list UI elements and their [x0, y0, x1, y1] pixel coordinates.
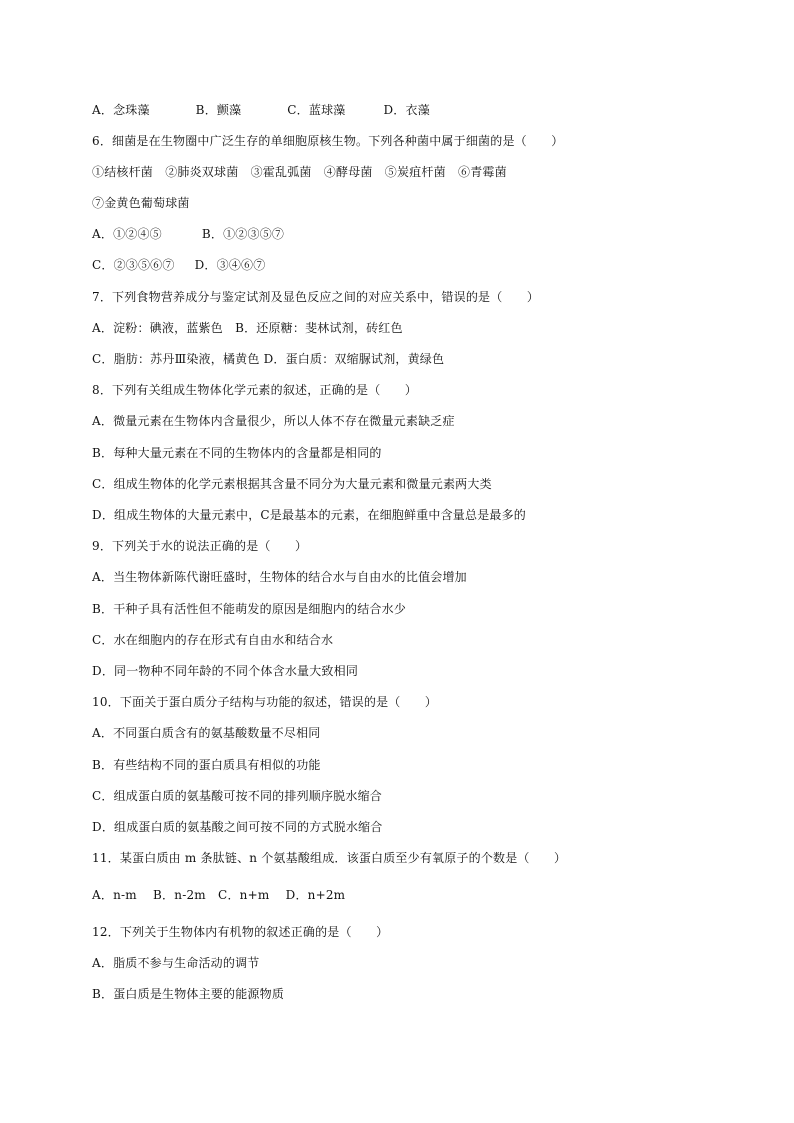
q10-option-b: B．有些结构不同的蛋白质具有相似的功能 — [92, 758, 321, 772]
q11-options: A．n-m B．n-2m C．n+m D．n+2m — [92, 888, 346, 902]
q5-option-c: C．蓝球藻 — [287, 103, 346, 117]
q7-options-cd: C．脂肪：苏丹Ⅲ染液，橘黄色 D．蛋白质：双缩脲试剂，黄绿色 — [92, 352, 445, 366]
q7-stem: 7．下列食物营养成分与鉴定试剂及显色反应之间的对应关系中，错误的是（ ） — [92, 290, 540, 304]
q6-options-ab — [92, 226, 284, 242]
q5-option-b: B．颤藻 — [195, 103, 242, 117]
q10-stem: 10．下面关于蛋白质分子结构与功能的叙述，错误的是（ ） — [92, 695, 438, 709]
q6-items-line-2: ⑦金黄色葡萄球菌 — [92, 196, 190, 210]
q11-stem: 11．某蛋白质由 m 条肽链、n 个氨基酸组成．该蛋白质至少有氧原子的个数是（ ） — [92, 851, 567, 865]
q6-options-cd — [92, 257, 265, 273]
q9-option-d: D．同一物种不同年龄的不同个体含水量大致相同 — [92, 664, 359, 678]
q9-option-b: B．干种子具有活性但不能萌发的原因是细胞内的结合水少 — [92, 602, 407, 616]
q8-option-c: C．组成生物体的化学元素根据其含量不同分为大量元素和微量元素两大类 — [92, 477, 492, 491]
q8-option-a: A．微量元素在生物体内含量很少，所以人体不存在微量元素缺乏症 — [92, 414, 455, 428]
q8-option-b: B．每种大量元素在不同的生物体内的含量都是相同的 — [92, 446, 382, 460]
q6-items-line-1: ①结核杆菌 ②肺炎双球菌 ③霍乱弧菌 ④酵母菌 ⑤炭疽杆菌 ⑥青霉菌 — [92, 165, 507, 179]
q8-option-d: D．组成生物体的大量元素中，C是最基本的元素，在细胞鲜重中含量总是最多的 — [92, 508, 527, 522]
q9-option-a: A．当生物体新陈代谢旺盛时，生物体的结合水与自由水的比值会增加 — [92, 570, 467, 584]
q10-option-d: D．组成蛋白质的氨基酸之间可按不同的方式脱水缩合 — [92, 820, 383, 834]
q6-option-b: B．①②③⑤⑦ — [201, 227, 285, 241]
q6-option-c: C．②③⑤⑥⑦ — [92, 258, 175, 272]
q6-stem: 6．细菌是在生物圈中广泛生存的单细胞原核生物。下列各种菌中属于细菌的是（ ） — [92, 134, 564, 148]
q5-option-a: A．念珠藻 — [92, 103, 150, 117]
q5-option-d: D．衣藻 — [383, 103, 430, 117]
q6-option-d: D．③④⑥⑦ — [194, 258, 266, 272]
q7-options-ab: A．淀粉：碘液，蓝紫色 B．还原糖：斐林试剂，砖红色 — [92, 321, 403, 335]
q12-option-a: A．脂质不参与生命活动的调节 — [92, 956, 260, 970]
q5-options — [92, 102, 430, 118]
q6-option-a: A．①②④⑤ — [92, 227, 162, 241]
q12-stem: 12．下列关于生物体内有机物的叙述正确的是（ ） — [92, 925, 389, 939]
q10-option-c: C．组成蛋白质的氨基酸可按不同的排列顺序脱水缩合 — [92, 789, 382, 803]
q9-option-c: C．水在细胞内的存在形式有自由水和结合水 — [92, 633, 334, 647]
q8-stem: 8．下列有关组成生物体化学元素的叙述，正确的是（ ） — [92, 383, 418, 397]
q9-stem: 9．下列关于水的说法正确的是（ ） — [92, 539, 308, 553]
q10-option-a: A．不同蛋白质含有的氨基酸数量不尽相同 — [92, 726, 321, 740]
q12-option-b: B．蛋白质是生物体主要的能源物质 — [92, 987, 285, 1001]
